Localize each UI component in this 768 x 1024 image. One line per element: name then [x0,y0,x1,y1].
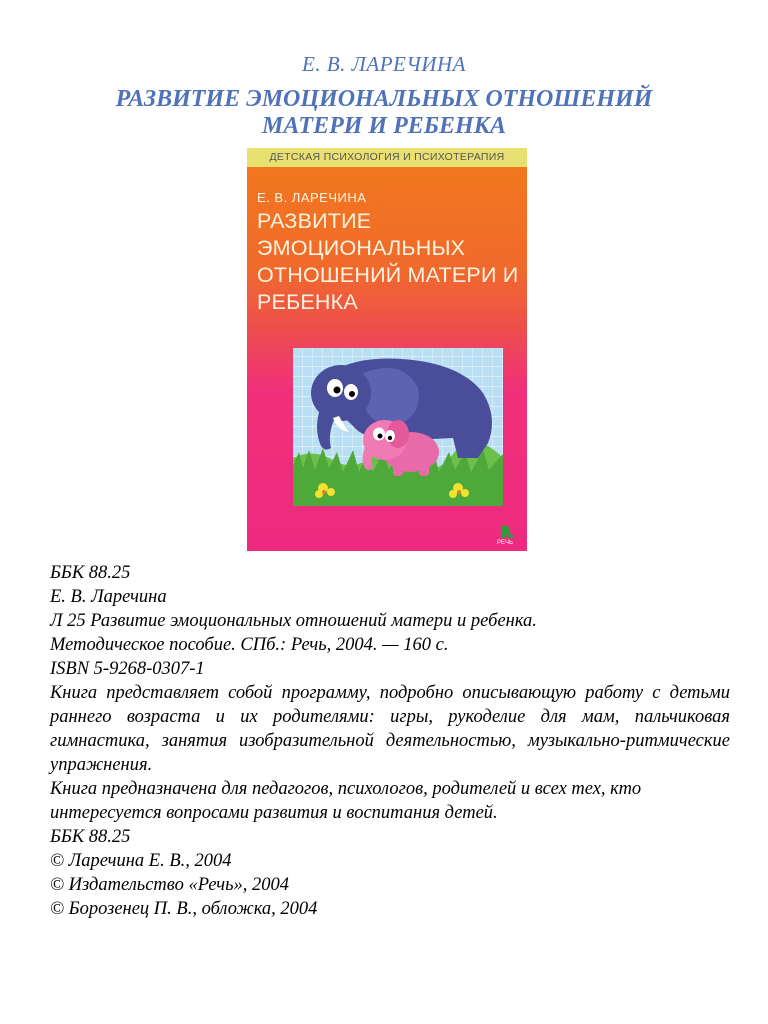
isbn: ISBN 5-9268-0307-1 [50,659,205,679]
book-title-line-2: МАТЕРИ И РЕБЕНКА [262,113,506,139]
cover-series-label: ДЕТСКАЯ ПСИХОЛОГИЯ И ПСИХОТЕРАПИЯ [247,148,527,167]
copyright-publisher: © Издательство «Речь», 2004 [50,875,290,895]
bib-author: Е. В. Ларечина [50,587,167,607]
book-title-heading [0,86,768,140]
cover-illustration [293,348,503,506]
copyright-cover: © Борозенец П. В., обложка, 2004 [50,899,318,919]
bbk-code-repeat: ББК 88.25 [50,827,131,847]
cover-title: РАЗВИТИЕ ЭМОЦИОНАЛЬНЫХ ОТНОШЕНИЙ МАТЕРИ И РЕБЕНКА [257,209,519,314]
bib-entry: Л 25 Развитие эмоциональных отношений матери и ребенка. [50,611,537,631]
book-title-line-1: РАЗВИТИЕ ЭМОЦИОНАЛЬНЫХ ОТНОШЕНИЙ [115,86,653,112]
book-cover-image [247,148,527,551]
publisher-logo-text: РЕЧЬ [497,540,513,546]
cover-author: Е. В. ЛАРЕЧИНА [257,190,367,205]
publisher-logo-icon [497,524,517,540]
bbk-code: ББК 88.25 [50,563,131,583]
elephant-illustration [293,348,503,506]
copyright-author: © Ларечина Е. В., 2004 [50,851,232,871]
annotation-paragraph-2: Книга предназначена для педагогов, психологов, родителей и всех тех, кто интересуется вопросами развития и воспитания детей. [50,779,642,823]
annotation-paragraph-1: Книга представляет собой программу, подробно описывающую работу с детьми раннего возраста и их родителями: игры, рукоделие для мам, пальчиковая гимнастика, занятия изобразительной деятельностью, музыкально-ритмические упражнения. [50,683,730,775]
bibliographic-record [50,561,730,921]
bib-imprint: Методическое пособие. СПб.: Речь, 2004. — 160 с. [50,635,449,655]
book-author-heading: Е. В. ЛАРЕЧИНА [302,52,466,76]
